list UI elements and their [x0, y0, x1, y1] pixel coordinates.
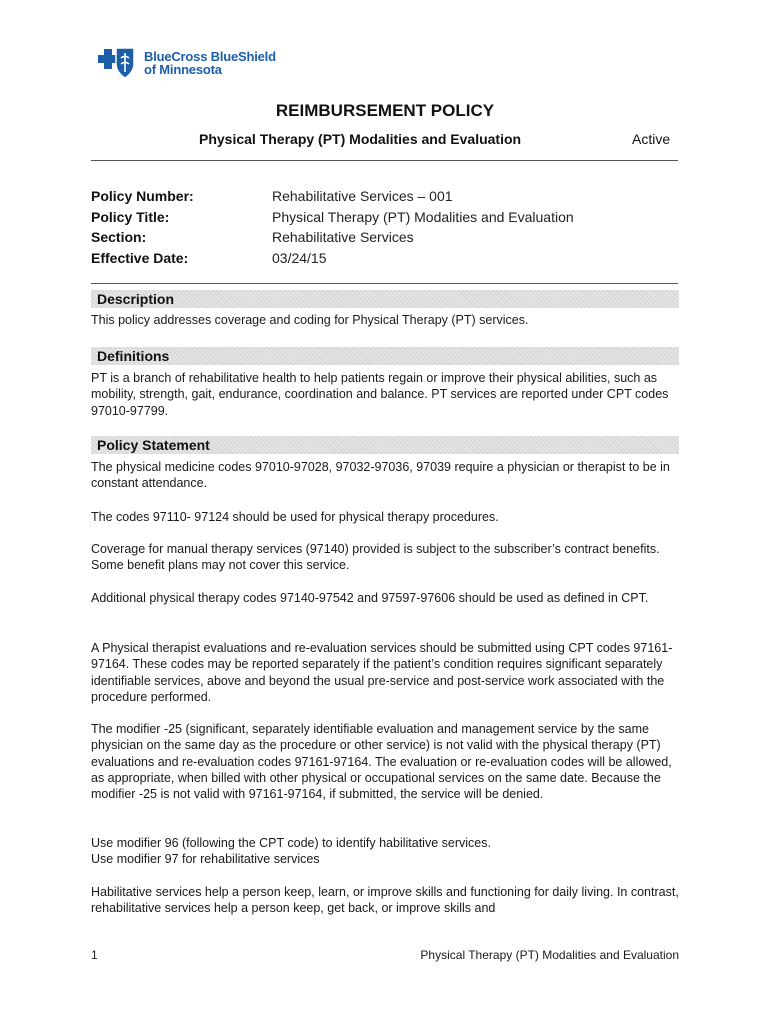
brand-line-1: BlueCross BlueShield: [144, 49, 276, 64]
meta-value: Rehabilitative Services: [272, 229, 414, 245]
section-heading-description: Description: [91, 290, 679, 308]
policy-paragraph: Use modifier 97 for rehabilitative services: [91, 852, 320, 866]
section-heading-definitions: Definitions: [91, 347, 679, 365]
meta-row: [91, 186, 574, 207]
bcbs-logo: [92, 44, 276, 82]
meta-row: [91, 248, 574, 269]
meta-label: Policy Title:: [91, 208, 170, 225]
meta-label: Section:: [91, 229, 147, 245]
policy-paragraph: A Physical therapist evaluations and re-evaluation services should be submitted using CPT codes 97161-97164. These codes may be reported separately if the patient’s condition requires significant separately identifiable services, above and beyond the usual pre-service and post-service work associated with the procedure performed.: [91, 641, 673, 704]
policy-paragraph: Coverage for manual therapy services (97140) provided is subject to the subscriber’s contract benefits. Some benefit plans may not cover this service.: [91, 542, 660, 573]
policy-paragraph: The modifier -25 (significant, separately identifiable evaluation and management service by the same physician on the same day as the procedure or other service) is not valid with the physical therapy (PT) evaluations and re-evaluation codes 97161-97164. The evaluation or re-evaluation codes will be allowed, as appropriate, when billed with other physical or occupational services on the same date. Because the modifier -25 is not valid with 97161-97164, if submitted, the service will be denied.: [91, 722, 672, 802]
status-label: Active: [632, 131, 671, 147]
brand-line-2: of Minnesota: [144, 62, 222, 77]
divider-meta: [91, 283, 678, 284]
footer-title: Physical Therapy (PT) Modalities and Evaluation: [420, 948, 679, 962]
policy-paragraph: The codes 97110- 97124 should be used for physical therapy procedures.: [91, 510, 499, 524]
divider-top: [91, 160, 678, 161]
meta-row: [91, 227, 574, 248]
policy-paragraph: The physical medicine codes 97010-97028, 97032-97036, 97039 require a physician or therapist to be in constant attendance.: [91, 460, 670, 491]
meta-row: [91, 207, 574, 228]
meta-value: Rehabilitative Services – 001: [272, 188, 453, 204]
policy-paragraph: Habilitative services help a person keep, learn, or improve skills and functioning for daily living. In contrast, rehabilitative services help a person keep, get back, or improve skills and: [91, 885, 679, 916]
policy-subtitle: Physical Therapy (PT) Modalities and Evaluation: [199, 131, 522, 147]
brand-name: [144, 50, 276, 76]
section-heading-policy-statement: Policy Statement: [91, 436, 679, 454]
description-text: This policy addresses coverage and coding for Physical Therapy (PT) services.: [91, 313, 529, 327]
meta-label: Policy Number:: [91, 188, 194, 204]
definitions-text: PT is a branch of rehabilitative health to help patients regain or improve their physical abilities, such as mobility, strength, gait, endurance, coordination and balance. PT services are reported under CPT codes 97010-97799.: [91, 371, 669, 418]
policy-paragraph: Additional physical therapy codes 97140-97542 and 97597-97606 should be used as defined in CPT.: [91, 591, 649, 605]
page-number: 1: [91, 948, 98, 962]
meta-value: 03/24/15: [272, 249, 327, 266]
policy-paragraph: Use modifier 96 (following the CPT code) to identify habilitative services.: [91, 836, 491, 850]
cross-shield-icon: [92, 44, 138, 82]
meta-label: Effective Date:: [91, 249, 189, 266]
document-title: REIMBURSEMENT POLICY: [275, 101, 495, 120]
policy-meta: [91, 186, 574, 268]
meta-value: Physical Therapy (PT) Modalities and Evaluation: [272, 208, 574, 225]
